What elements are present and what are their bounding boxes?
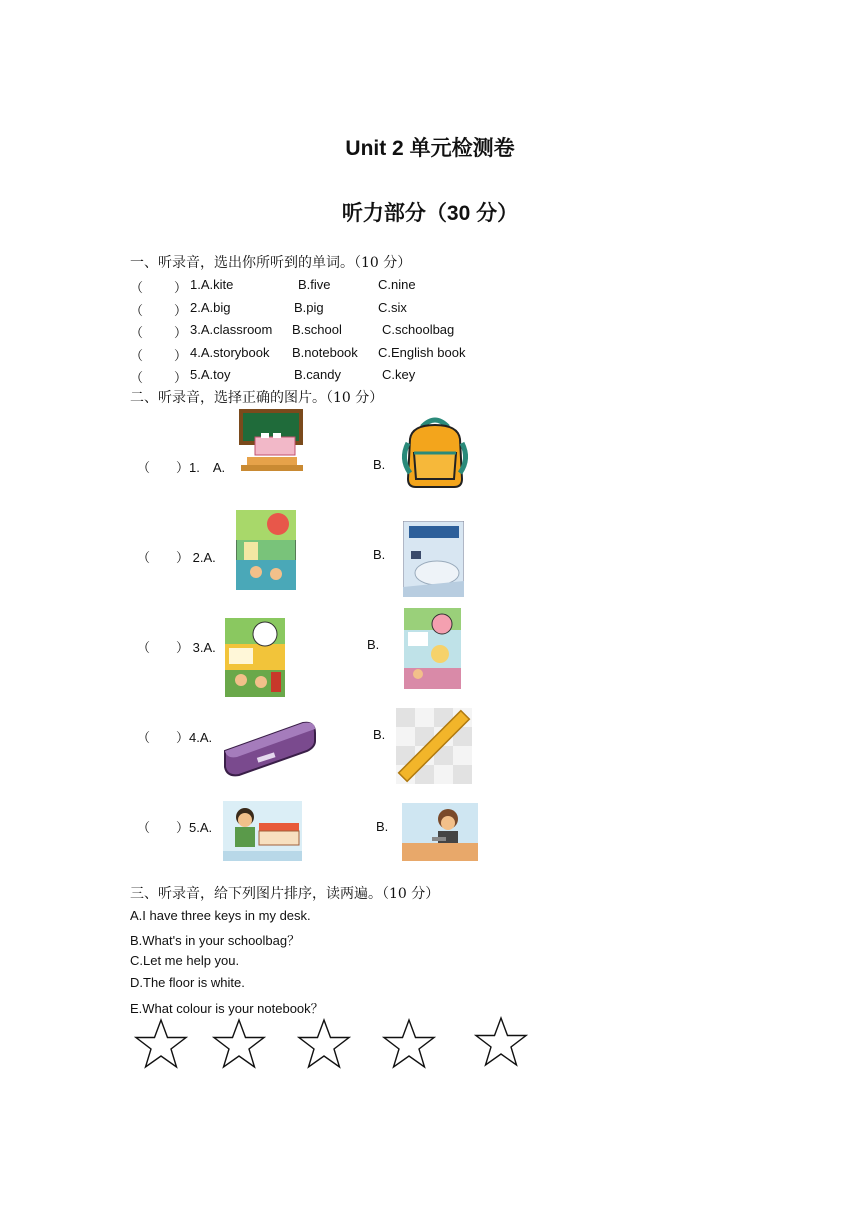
sentence-e: E.What colour is your notebook？: [130, 1001, 324, 1016]
question-label-b: B.: [373, 727, 386, 742]
pencil-box-picture: [221, 717, 317, 777]
option-b: B.notebook: [292, 345, 358, 360]
option-a: 4.A.storybook: [190, 345, 270, 360]
option-a: 5.A.toy: [190, 367, 231, 382]
page-title: Unit 2 单元检测卷: [345, 137, 515, 160]
question-label: （ ）4.A.: [137, 730, 213, 745]
answer-paren-open: （: [130, 303, 144, 318]
answer-paren-close: ）: [174, 370, 188, 385]
list-item: [130, 367, 650, 389]
question-label-b: B.: [376, 819, 389, 834]
answer-paren-open: （: [130, 280, 144, 295]
list-item: [130, 345, 650, 367]
sentence-d: D.The floor is white.: [130, 975, 245, 990]
option-c: C.nine: [378, 277, 416, 292]
option-c: C.key: [382, 367, 416, 382]
answer-paren-open: （: [130, 325, 144, 340]
answer-paren-open: （: [130, 370, 144, 385]
sentence-b: B.What's in your schoolbag？: [130, 933, 301, 948]
option-a: 1.A.kite: [190, 277, 234, 292]
schoolbag-picture: [396, 413, 474, 491]
boy-at-desk-picture: [223, 801, 302, 861]
sentence-a: A.I have three keys in my desk.: [130, 908, 311, 923]
part2-heading: 二、听录音，选择正确的图片。（10 分）: [130, 390, 384, 406]
option-a: 3.A.classroom: [190, 322, 273, 337]
option-c: C.six: [378, 300, 407, 315]
option-c: C.English book: [378, 345, 466, 360]
question-label-b: B.: [367, 637, 380, 652]
list-item: [130, 322, 650, 344]
question-label: （ ） 2.A.: [137, 550, 216, 565]
question-label-b: B.: [373, 457, 386, 472]
classroom-picture: [233, 407, 309, 475]
star-icon: [212, 1018, 266, 1070]
list-item: [130, 300, 650, 322]
storybook-picture: [403, 521, 464, 597]
part1-heading: 一、听录音，选出你所听到的单词。（10 分）: [130, 255, 412, 271]
ruler-picture: [396, 708, 472, 784]
option-b: B.five: [298, 277, 331, 292]
part3-heading: 三、听录音，给下列图片排序，读两遍。（10 分）: [130, 886, 440, 902]
list-item: [130, 277, 650, 299]
answer-paren-close: ）: [174, 280, 188, 295]
sentence-c: C.Let me help you.: [130, 953, 240, 968]
question-label: （ ）1. A.: [137, 460, 226, 475]
option-a: 2.A.big: [190, 300, 231, 315]
answer-paren-close: ）: [174, 303, 188, 318]
option-c: C.schoolbag: [382, 322, 455, 337]
question-label: （ ）5.A.: [137, 820, 213, 835]
answer-paren-open: （: [130, 348, 144, 363]
option-b: B.school: [292, 322, 342, 337]
girl-at-desk-picture: [402, 803, 478, 861]
option-b: B.pig: [294, 300, 324, 315]
chinese-book-picture: [225, 618, 285, 697]
english-book-picture: [236, 510, 296, 590]
star-icon: [474, 1016, 528, 1068]
answer-paren-close: ）: [174, 325, 188, 340]
math-book-picture: [404, 608, 461, 689]
star-icon: [382, 1018, 436, 1070]
question-label-b: B.: [373, 547, 386, 562]
option-b: B.candy: [294, 367, 341, 382]
star-icon: [134, 1018, 188, 1070]
page-subtitle: 听力部分（30 分）: [341, 202, 519, 225]
question-label: （ ） 3.A.: [137, 640, 216, 655]
star-icon: [297, 1018, 351, 1070]
answer-paren-close: ）: [174, 348, 188, 363]
